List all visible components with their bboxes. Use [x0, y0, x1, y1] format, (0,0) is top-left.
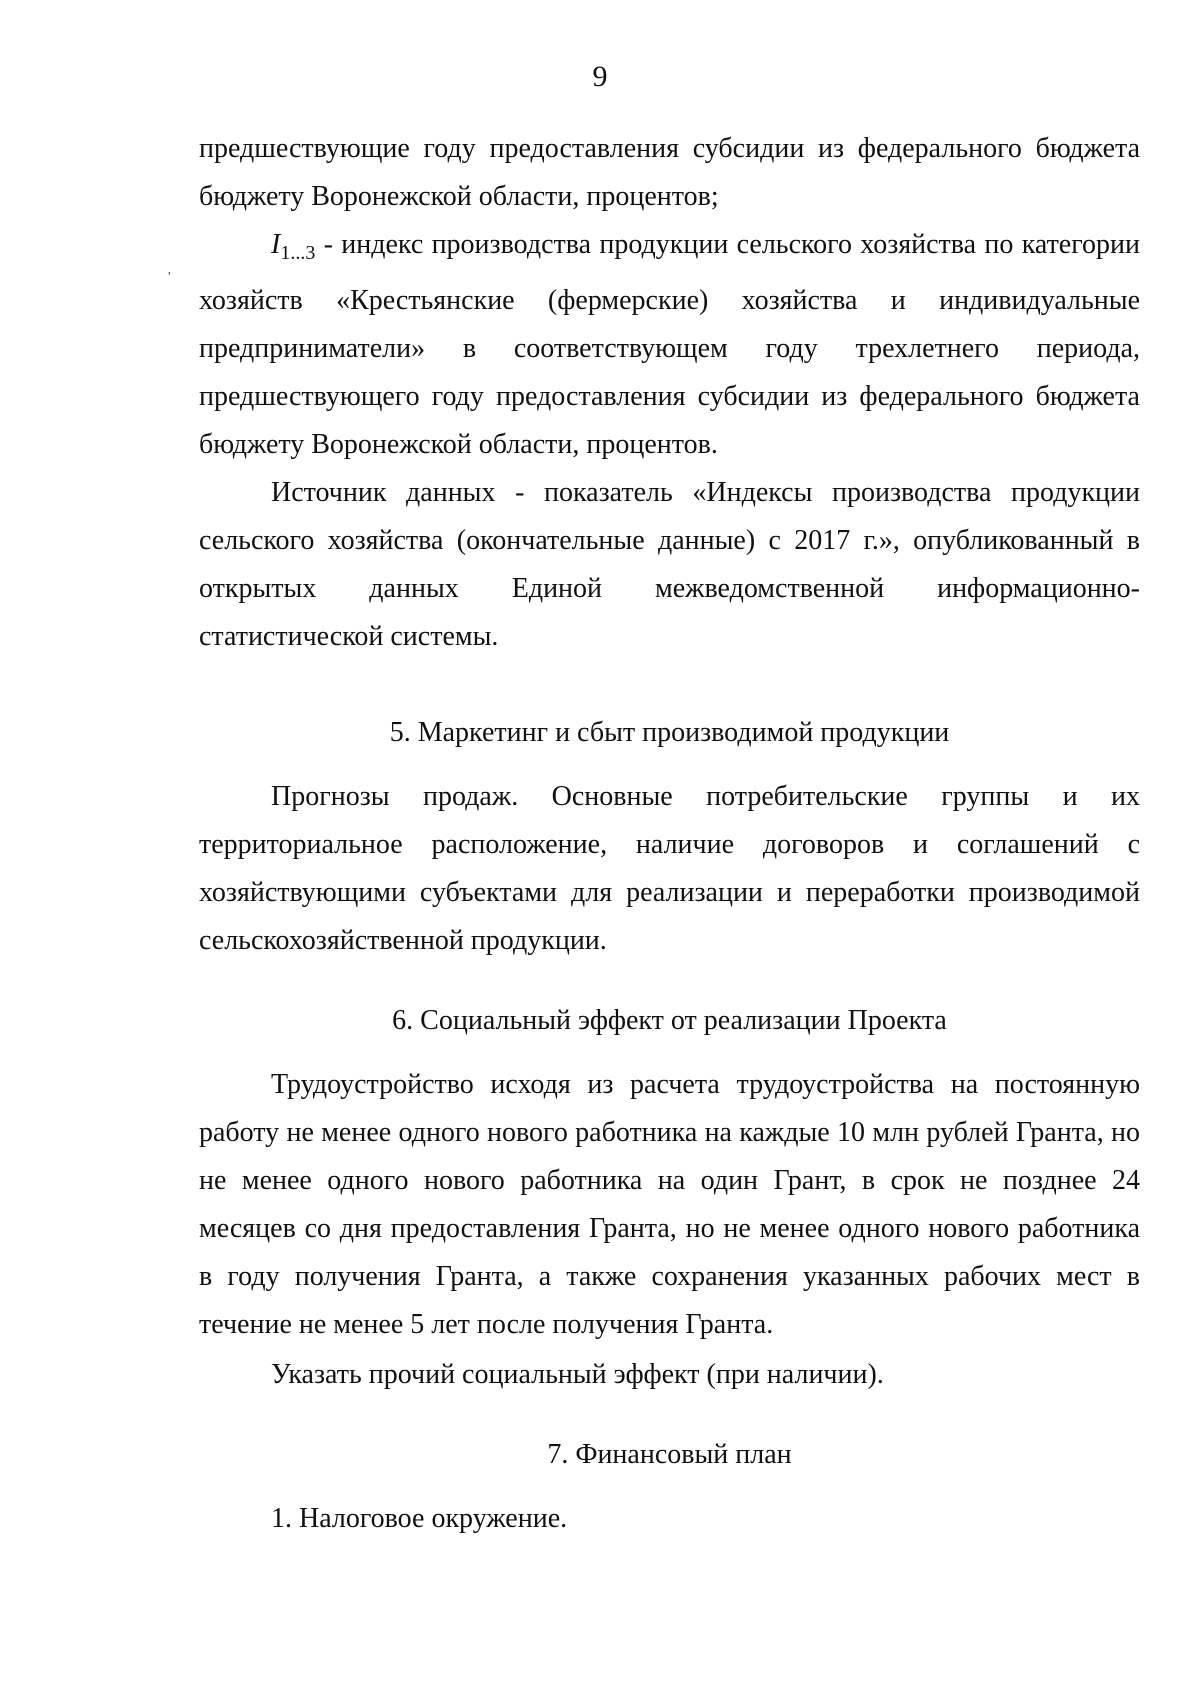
section-7-heading: 7. Финансовый план	[547, 1439, 792, 1470]
section-7-item-1: 1. Налоговое окружение.	[271, 1503, 568, 1534]
page-content	[199, 125, 1140, 1543]
section-6-text: Трудоустройство исходя из расчета трудоустройства на постоянную работу не менее одного нового работника на каждые 10 млн рублей Гранта, но не менее одного нового работника на один Грант, в срок не позднее 24 месяцев со дня предоставления Гранта, но не менее одного нового работника в году получения Гранта, а также сохранения указанных рабочих мест в течение не менее 5 лет после получения Гранта.	[199, 1069, 1140, 1340]
paragraph-index-definition	[199, 221, 1140, 469]
page-number: 9	[592, 60, 608, 93]
section-6-heading: 6. Социальный эффект от реализации Проекта	[392, 1005, 947, 1036]
paragraph-data-source: Источник данных - показатель «Индексы производства продукции сельского хозяйства (окончательные данные) с 2017 г.», опубликованный в открытых данных Единой межведомственной информационно-статистической системы.	[199, 477, 1140, 652]
section-6-other-effect: Указать прочий социальный эффект (при наличии).	[271, 1359, 884, 1390]
index-symbol: $I_{1...3}$	[271, 229, 316, 264]
section-5-heading: 5. Маркетинг и сбыт производимой продукции	[389, 717, 950, 748]
index-definition-text: - индекс производства продукции сельского хозяйства по категории хозяйств «Крестьянские (фермерские) хозяйства и индивидуальные предприниматели» в соответствующем году трехлетнего периода, предшествующего году предоставления субсидии из федерального бюджета бюджету Воронежской области, процентов.	[199, 229, 1140, 460]
paragraph-continuation: предшествующие году предоставления субсидии из федерального бюджета бюджету Воронежской области, процентов;	[199, 133, 1140, 212]
scan-speck: '	[168, 270, 171, 285]
section-5-text: Прогнозы продаж. Основные потребительские группы и их территориальное расположение, наличие договоров и соглашений с хозяйствующими субъектами для реализации и переработки производимой сельскохозяйственной продукции.	[199, 781, 1140, 956]
